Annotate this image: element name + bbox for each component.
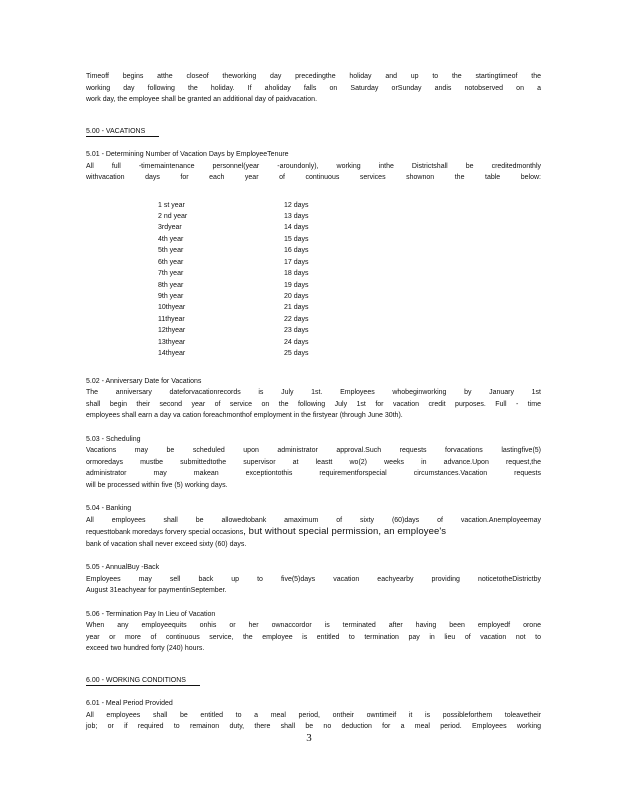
paragraph-line: Vacations may be scheduled upon administrator approval.Such requests forvacations lastingfive(5) [86, 447, 541, 455]
paragraph-line: administrator may makean exceptiontothis requirementforspecial circumstances.Vacation requests [86, 470, 541, 478]
vacation-days-cell: 21 days [284, 304, 309, 312]
tenure-year-cell: 6th year [158, 258, 184, 266]
paragraph-line: employees shall earn a day va cation foreachmonthof employment in the firstyear (through June 30th). [86, 412, 403, 420]
page-number: 3 [306, 732, 312, 744]
tenure-year-cell: 9th year [158, 293, 184, 300]
paragraph-line: year or more of continuous service, the employee is entitled to termination pay in lieu of vacation not to [86, 633, 541, 641]
subsection-title: 5.05 - AnnualBuy -Back [86, 564, 160, 572]
subsection-title: 5.03 - Scheduling [86, 435, 141, 443]
paragraph-line: All full -timemaintenance personnel(year -aroundonly), working inthe Districtshall be creditedmonthly [86, 162, 541, 170]
table-row [158, 222, 318, 233]
table-row [158, 200, 318, 211]
paragraph-line: Employees may sell back up to five(5)days vacation eachyearby providing noticetotheDistrictby [86, 575, 541, 583]
vacation-days-cell: 22 days [284, 315, 309, 323]
subsection-5-04 [86, 503, 541, 550]
table-row [158, 211, 318, 222]
vacation-days-cell: 14 days [284, 224, 309, 232]
tenure-year-cell: 2 nd year [158, 212, 188, 220]
subsection-5-06 [86, 609, 541, 655]
tenure-year-cell: 12thyear [158, 327, 186, 335]
tenure-year-cell: 3rdyear [158, 224, 182, 232]
paragraph-line: shall begin their second year of service on the following July 1st for vacation credit purposes. Full - time [86, 400, 541, 408]
table-row [158, 291, 318, 302]
vacation-days-cell: 15 days [284, 235, 309, 243]
subsection-title: 5.04 - Banking [86, 505, 132, 513]
table-row [158, 337, 318, 348]
table-row [158, 280, 318, 291]
vacation-days-cell: 25 days [284, 350, 309, 358]
vacation-days-cell: 23 days [284, 327, 309, 335]
paragraph-line: bank of vacation shall never exceed sixty (60) days. [86, 540, 247, 548]
subsection-5-03 [86, 434, 541, 492]
tenure-year-cell: 4th year [158, 235, 184, 243]
vacation-days-cell: 16 days [284, 247, 309, 255]
paragraph-line: will be processed within five (5) working days. [86, 481, 228, 489]
paragraph-line: exceed two hundred forty (240) hours. [86, 645, 205, 653]
subsection-title: 5.06 - Termination Pay In Lieu of Vacation [86, 610, 216, 618]
vacation-days-table [158, 200, 318, 360]
vacation-days-cell: 12 days [284, 201, 309, 209]
tenure-year-cell: 13thyear [158, 338, 186, 346]
table-row [158, 348, 318, 359]
paragraph-line: August 31eachyear for paymentinSeptember. [86, 587, 227, 595]
subsection-6-01 [86, 698, 541, 733]
table-row [158, 245, 318, 256]
table-row [158, 302, 318, 313]
section-heading-working-conditions: 6.00 - WORKING CONDITIONS [86, 676, 200, 686]
paragraph-line: All employees shall be allowedtobank amaximum of sixty (60)days of vacation.Anemployeemay [86, 516, 541, 524]
vacation-days-cell: 20 days [284, 293, 309, 300]
subsection-5-02 [86, 376, 541, 422]
table-row [158, 234, 318, 245]
paragraph-line: withvacation days for each year of continuous services shownon the table below: [86, 174, 541, 181]
vacation-days-cell: 24 days [284, 338, 309, 346]
tenure-year-cell: 11thyear [158, 315, 185, 323]
paragraph-text: requesttobank moredays forvery special occasions [86, 529, 244, 537]
paragraph-line: work day, the employee shall be granted an additional day of paidvacation. [86, 96, 318, 103]
vacation-days-cell: 18 days [284, 270, 309, 278]
table-row [158, 314, 318, 325]
subsection-title: 5.01 - Determining Number of Vacation Days by EmployeeTenure [86, 151, 289, 158]
tenure-year-cell: 10thyear [158, 304, 186, 312]
tenure-year-cell: 14thyear [158, 350, 186, 358]
tenure-year-cell: 7th year [158, 270, 184, 278]
paragraph-line: Timeoff begins atthe closeof theworking day precedingthe holiday and up to the startingtimeof the [86, 73, 541, 80]
vacation-days-cell: 19 days [284, 281, 309, 289]
table-row [158, 268, 318, 279]
tenure-year-cell: 5th year [158, 247, 184, 255]
intro-paragraph [86, 71, 541, 106]
subsection-title: 6.01 - Meal Period Provided [86, 700, 173, 708]
paragraph-line: All employees shall be entitled to a meal period, ontheir owntimeif it is possibleforthem toleavetheir [86, 711, 541, 719]
subsection-5-01 [86, 149, 541, 184]
paragraph-line: ormoredays mustbe submittedtothe supervisor at leastt wo(2) weeks in advance.Upon request,the [86, 458, 541, 466]
tenure-year-cell: 1 st year [158, 201, 185, 209]
table-row [158, 257, 318, 268]
vacation-days-cell: 13 days [284, 212, 309, 220]
paragraph-line: job; or if required to remainon duty, there shall be no deduction for a meal period. Employees working [86, 723, 541, 731]
section-heading-vacations: 5.00 - VACATIONS [86, 127, 159, 137]
paragraph-line-mixed [86, 526, 541, 539]
vacation-days-cell: 17 days [284, 258, 309, 266]
subsection-5-05 [86, 562, 541, 597]
subsection-title: 5.02 - Anniversary Date for Vacations [86, 377, 202, 385]
table-row [158, 325, 318, 336]
paragraph-line: working day following the holiday. If aholiday falls on Saturday orSunday andis notobserved on a [86, 84, 541, 92]
document-body [86, 71, 541, 733]
tenure-year-cell: 8th year [158, 281, 184, 289]
paragraph-line: The anniversary dateforvacationrecords is July 1st. Employees whobeginworking by January 1st [86, 389, 541, 397]
paragraph-line: When any employeequits onhis or her ownaccordor is terminated after having been employedf orone [86, 622, 541, 630]
paragraph-text-large: , but without special permission, an employee's [243, 526, 447, 538]
